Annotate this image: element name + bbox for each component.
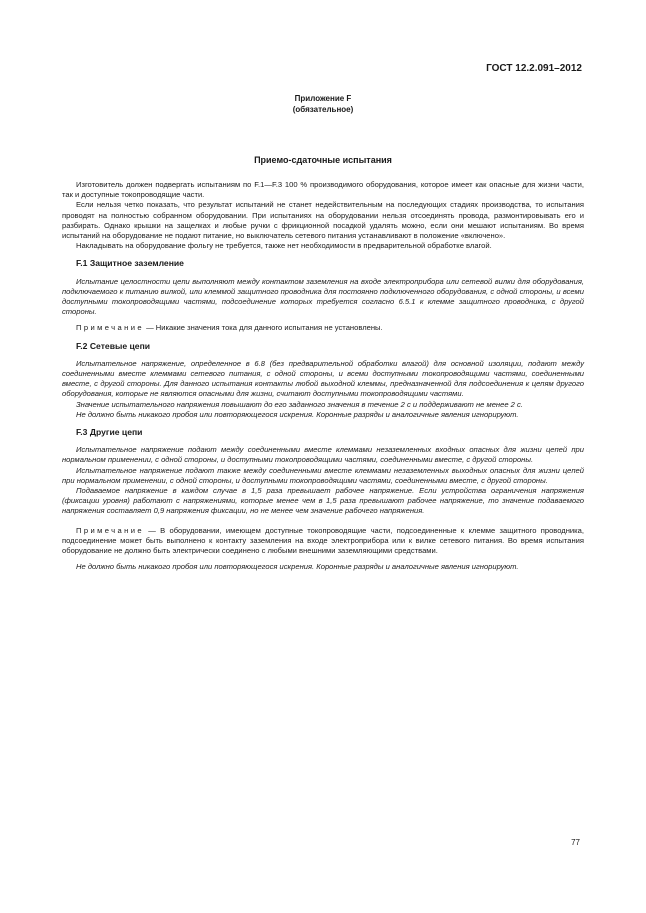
annex-status: (обязательное): [292, 105, 354, 114]
annex-label: Приложение F: [294, 94, 352, 103]
section-heading-f1: F.1 Защитное заземление: [76, 258, 184, 269]
page-title: Приемо-сдаточные испытания: [254, 155, 392, 165]
note-text: — В оборудовании, имеющем доступные токопроводящие части, подсоединенные к клемме защитного проводника, подсоединение может быть выполнено к контакту заземления на входе электроприбора или к вилке сетевого питания. Во время испытания оборудование не должно быть электрически соединено с любыми внешними заземляющими средствами.: [62, 525, 584, 556]
f2-paragraph: Не должно быть никакого пробоя или повторяющегося искрения. Коронные разряды и аналогичные явления игнорируют.: [76, 409, 519, 419]
annex-heading: [0, 93, 646, 115]
intro-paragraph: Изготовитель должен подвергать испытаниям по F.1—F.3 100 % производимого оборудования, которое имеет как опасные для жизни части, так и доступные токопроводящие части.: [62, 180, 584, 200]
note-text: — Никакие значения тока для данного испытания не установлены.: [143, 323, 383, 333]
section-heading-f3: F.3 Другие цепи: [76, 427, 143, 438]
f3-note: [62, 526, 584, 557]
f3-final-paragraph: Не должно быть никакого пробоя или повторяющегося искрения. Коронные разряды и аналогичные явления игнорируют.: [76, 562, 519, 572]
note-label: Примечание: [76, 525, 144, 535]
f3-paragraph: Испытательное напряжение подают также между соединенными вместе клеммами незаземленных выходных опасных для жизни цепей при нормальном применении, с одной стороны, и доступными токопроводящими частями, соединенными вместе, с другой стороны.: [62, 465, 584, 485]
f2-paragraph: Испытательное напряжение, определенное в 6.8 (без предварительной обработки влагой) для основной изоляции, подают между соединенными вместе клеммами сетевого питания, с одной стороны, и всеми доступными токопроводящими частями, соединенными вместе, с другой стороны. Для данного испытания контакты любой выходной клеммы, предназначенной для подсоединения к цепям другого оборудования, которые не являются опасными для жизни, считают доступными токопроводящими частями.: [62, 358, 584, 399]
f2-paragraph: Значение испытательного напряжения повышают до его заданного значения в течение 2 с и поддерживают не менее 2 с.: [76, 399, 523, 409]
section-heading-f2: F.2 Сетевые цепи: [76, 340, 151, 351]
document-body: [62, 180, 584, 573]
intro-paragraph: Накладывать на оборудование фольгу не требуется, также нет необходимости в предварительной обработке влагой.: [76, 241, 492, 251]
f3-paragraph: Испытательное напряжение подают между соединенными вместе клеммами незаземленных входных опасных для жизни цепей при нормальном применении, с одной стороны, и доступными токопроводящими частями, соединенными вместе, с другой стороны.: [62, 445, 584, 465]
document-standard-header: ГОСТ 12.2.091–2012: [486, 63, 582, 74]
page-number: 77: [571, 838, 580, 847]
note-label: Примечание: [76, 323, 144, 333]
f3-paragraph: Подаваемое напряжение в каждом случае в 1,5 раза превышает рабочее напряжение. Если устройства ограничения напряжения (фиксации уровня) работают с напряжениями, которые менее чем в 1,5 раза превышают рабочее напряжение, то значение подаваемого напряжения составляет 0,9 напряжения фиксации, но не менее чем значение рабочего напряжения.: [62, 486, 584, 516]
f1-note: [62, 323, 584, 333]
intro-paragraph: Если нельзя четко показать, что результат испытаний не станет недействительным на последующих стадиях производства, то испытания проводят на полностью собранном оборудовании. При испытаниях на оборудовании нельзя отсоединять провода, размонтировывать его и разбирать. Однако крышки на защелках и любые ручки с фрикционной посадкой удалять можно, если они мешают испытаниям. Во время испытаний на оборудование не подают питание, но выключатель сетевого питания устанавливают в положение «включено».: [62, 200, 584, 241]
f1-paragraph: Испытание целостности цепи выполняют между контактом заземления на входе электроприбора или сетевой вилки для оборудования, подключаемого к питанию вилкой, или клеммой защитного проводника для постоянно подключенного оборудования, с одной стороны, и всеми доступными токопроводящими частями, подсоединение которых требуется согласно 6.5.1 к клемме защитного проводника, с другой стороны.: [62, 276, 584, 317]
